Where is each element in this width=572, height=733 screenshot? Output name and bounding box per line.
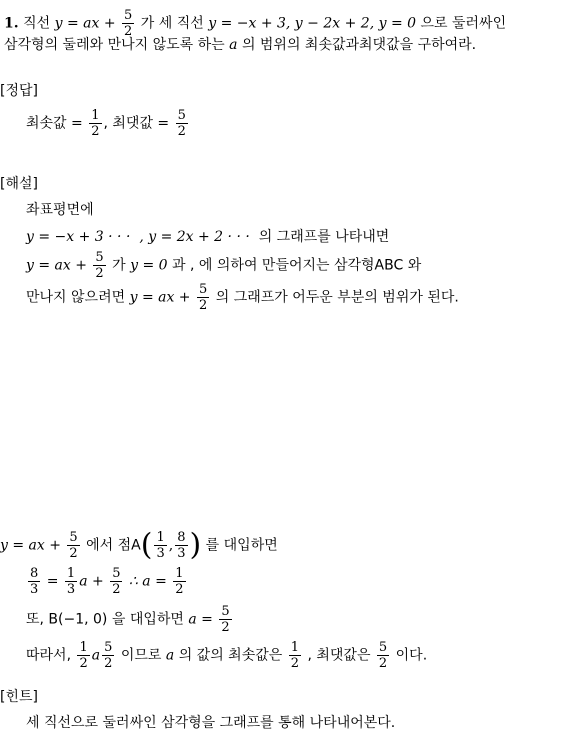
fraction: $\frac{5}{2}$ bbox=[95, 250, 104, 281]
fraction: $\frac{1}{2}$ bbox=[175, 566, 184, 597]
fraction-min: $\frac{1}{2}$ bbox=[91, 108, 100, 139]
fraction: $\frac{1}{2}$ bbox=[79, 640, 88, 671]
fraction: $\frac{1}{3}$ bbox=[66, 566, 76, 597]
fraction: $\frac{5}{2}$ bbox=[104, 640, 113, 671]
fraction: $\frac{5}{2}$ bbox=[112, 566, 121, 597]
answer-line: 최솟값 = $\frac{1}{2}$ , 최댓값 = $\frac{5}{2}$ bbox=[26, 108, 186, 139]
fraction: $\frac{5}{2}$ bbox=[69, 530, 78, 561]
answer-header: [정답] bbox=[0, 83, 38, 99]
fraction: $\frac{8}{3}$ bbox=[177, 530, 186, 561]
solution-header: [해설] bbox=[0, 176, 38, 192]
fraction: $\frac{5}{2}$ bbox=[378, 640, 388, 671]
hint-text: 세 직선으로 둘러싸인 삼각형을 그래프를 통해 나타내어본다. bbox=[26, 715, 396, 731]
solution-line-2: y = −x + 3 · · · , y = 2x + 2 · · · 의 그래프를 나타내면 bbox=[26, 229, 390, 245]
solution-line-4: 만나지 않으려면 y = ax + $\frac{5}{2}$ 의 그래프가 어두운 부분의 범위가 된다. bbox=[26, 282, 459, 313]
fraction: $\frac{5}{2}$ bbox=[221, 604, 230, 635]
fraction: $\frac{1}{3}$ bbox=[156, 530, 165, 561]
question-line-2: 삼각형의 둘레와 만나지 않도록 하는 a 의 범위의 최솟값과최댓값을 구하여라. bbox=[4, 37, 477, 53]
solution-line-3: y = ax + $\frac{5}{2}$ 가 y = 0 과 , 에 의하여 만들어지는 삼각형ABC 와 bbox=[26, 250, 422, 281]
solution-step-2: $\frac{8}{3}$ = $\frac{1}{3}$ a + $\frac{5}{2}$ ∴ a = $\frac{1}{2}$ bbox=[30, 566, 184, 597]
hint-header: [힌트] bbox=[0, 689, 38, 705]
fraction: $\frac{5}{2}$ bbox=[199, 282, 208, 313]
solution-step-4: 따라서, $\frac{1}{2}$ a $\frac{5}{2}$ 이므로 a 의 값의 최솟값은 $\frac{1}{2}$ , 최댓값은 $\frac{5}{2}$ 이다. bbox=[26, 640, 428, 671]
solution-step-3: 또, B(−1, 0) 을 대입하면 a = $\frac{5}{2}$ bbox=[26, 604, 230, 635]
fraction-max: $\frac{5}{2}$ bbox=[177, 108, 186, 139]
fraction: $\frac{1}{2}$ bbox=[290, 640, 300, 671]
question-line-1: 1. 직선 y = ax + $\frac{5}{2}$ 가 세 직선 y = −x + 3, y − 2x + 2, y = 0 으로 둘러싸인 bbox=[4, 8, 507, 39]
fraction: $\frac{8}{3}$ bbox=[30, 566, 39, 597]
solution-line-1: 좌표평면에 bbox=[26, 202, 94, 218]
fraction: $\frac{5}{2}$ bbox=[124, 8, 133, 39]
question-number: 1. bbox=[4, 15, 19, 32]
solution-step-1: y = ax + $\frac{5}{2}$ 에서 점A( $\frac{1}{3}$ , $\frac{8}{3}$ ) 를 대입하면 bbox=[0, 527, 278, 563]
